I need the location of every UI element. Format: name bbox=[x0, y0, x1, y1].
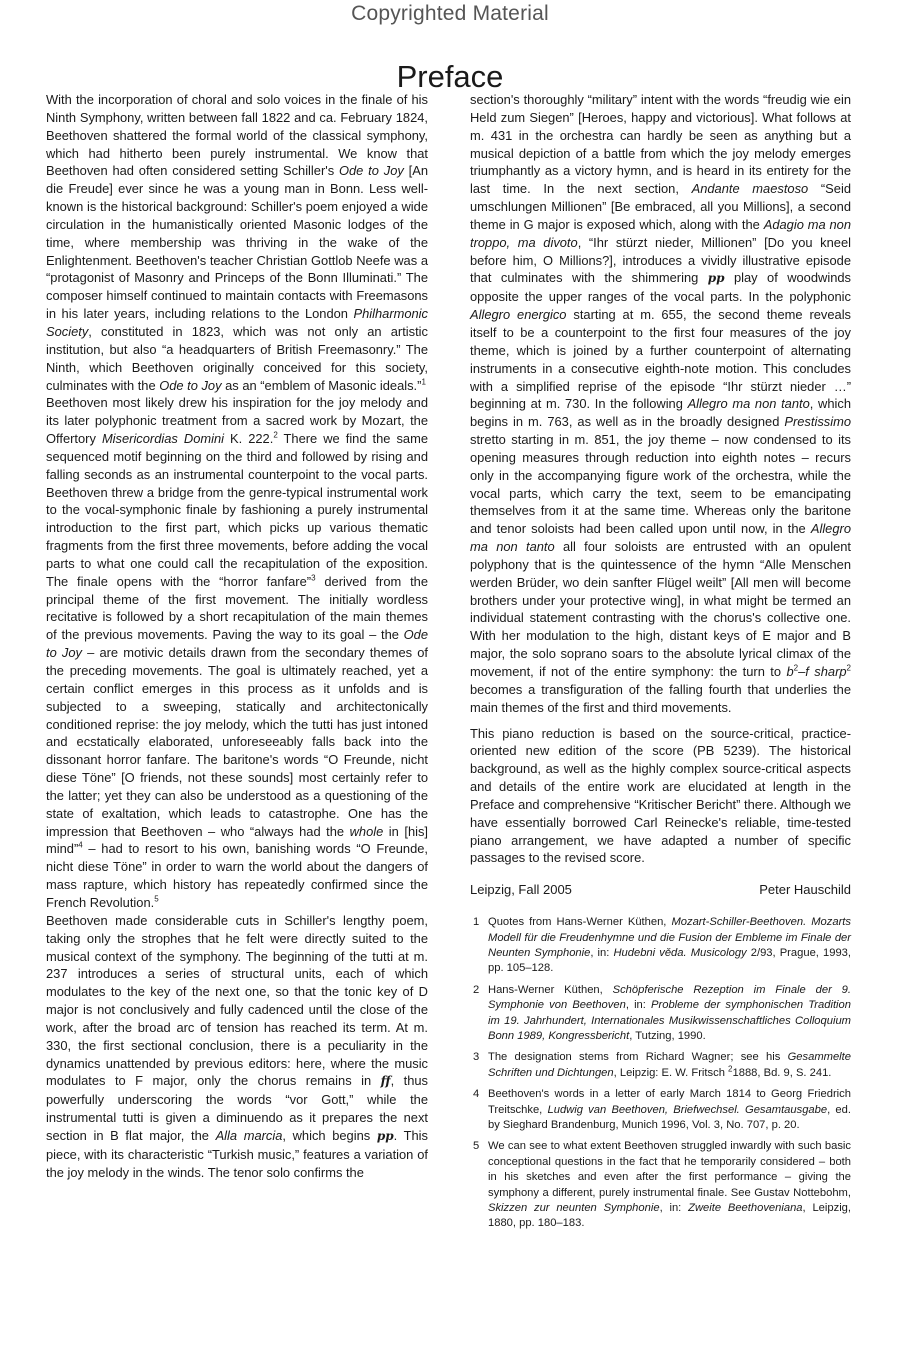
text-run: , thus powerfully underscoring the words “vor Gott,” while the instrumental tutti is given a diminuendo as it prepares the next section in B flat major, the bbox=[46, 1073, 429, 1143]
italic-text: whole bbox=[349, 823, 384, 839]
italic-text: Allegro ma non tanto bbox=[470, 521, 851, 555]
footnote-ref: 2 bbox=[273, 430, 278, 440]
italic-text: f sharp bbox=[805, 664, 847, 679]
author-name: Peter Hauschild bbox=[759, 882, 851, 898]
text-run: This piano reduction is based on the source-critical, practice-oriented new edition of the score (PB 5239). The historical background, as well as the highly complex source-critical aspects and details of the entire work are elucidated at length in the Preface and comprehensive “Kritischer Bericht” there. Although we have essentially borrowed Carl Reinecke's reliable, time-tested piano arrangement, we have adapted a number of specific passages to the revised score. bbox=[470, 725, 851, 866]
footnote-text bbox=[488, 1087, 851, 1133]
footnote-ref: 4 bbox=[78, 841, 83, 851]
text-run: We can see to what extent Beethoven struggled inwardly with such basic conceptional questions in the fact that he temporarily considered – both in his sketches and even after the first performance – giving the symphony a different, purely instrumental finale. See Gustav Nottebohm, bbox=[488, 1140, 851, 1199]
text-run: , which begins in m. 763, as well as in the broadly designed bbox=[470, 396, 851, 430]
footnote bbox=[470, 1139, 851, 1231]
dynamic-mark: ff bbox=[380, 1074, 391, 1089]
italic-text: Ode to Joy bbox=[46, 627, 428, 661]
italic-text: Ludwig van Beethoven, Briefwechsel. Gesamtausgabe bbox=[547, 1103, 828, 1116]
italic-text: Philharmonic Society bbox=[46, 306, 428, 339]
signature-line bbox=[470, 881, 851, 899]
text-run: stretto starting in m. 851, the joy theme – now condensed to its opening measures through reduction into eighth notes – recurs only in the accompanying figure work of the orchestra, while the vocal parts, which carry the text, seem to be emancipating themselves from it at the same time. Whereas only the baritone and tenor soloists had been called upon until now, in the bbox=[470, 432, 851, 537]
footnote-number: 4 bbox=[473, 1088, 480, 1101]
footnotes bbox=[470, 915, 851, 1232]
text-run: becomes a transfiguration of the falling fourth that underlies the main themes of the first and third movements. bbox=[470, 681, 851, 715]
body-paragraph bbox=[46, 91, 428, 394]
text-run: Beethoven's words in a letter of early March 1814 to Georg Friedrich Treitschke, bbox=[488, 1088, 851, 1116]
text-run: , which begins bbox=[282, 1127, 377, 1143]
italic-text: Skizzen zur neunten Symphonie bbox=[488, 1202, 660, 1215]
text-run: K. 222. bbox=[224, 431, 274, 447]
footnote-ref: 3 bbox=[311, 573, 316, 583]
text-run: derived from the principal theme of the first movement. The initially wordless recitative is followed by a short recapitulation of the main themes of the previous movements. Paving the way to its goal – the bbox=[46, 573, 428, 643]
footnote-ref: 1 bbox=[421, 377, 426, 387]
text-run: , “Ihr stürzt nieder, Millionen” [Do you kneel before him, O Millions?], introduces a vividly illustrative episode that culminates with the shimmering bbox=[470, 234, 851, 286]
text-run: There we find the same sequenced motif beginning on the third and followed by rising and falling seconds as an instrumental counterpoint to the vocal parts. Beethoven threw a bridge from the genre-typical instrumental work to the vocal-symphonic finale by fashioning a purely instrumental introduction to the first part, which picks up various thematic fragments from the first three movements, before adding the vocal parts to what one could call the recapitulation of the exposition. The finale opens with the “horror fanfare” bbox=[46, 431, 428, 589]
text-run: all four soloists are entrusted with an opulent polyphony that is the quintessence of the hymn “Alle Menschen werden Brüder, wo dein sanfter Flügel weilt” [All men will become brothers under your protective wing], in what might be termed an individual statement contrasting with the chorus's collective one. With her modulation to the high, distant keys of E major and B major, the solo soprano soars to the absolute lyrical climax of the movement, if not of the entire symphony: the turn to bbox=[470, 539, 851, 679]
footnote-ref: 2 bbox=[728, 1064, 733, 1074]
text-run: , in: bbox=[625, 999, 652, 1012]
left-column bbox=[46, 91, 428, 1181]
body-paragraph bbox=[470, 725, 851, 868]
text-run: , Tutzing, 1990. bbox=[629, 1029, 706, 1042]
body-paragraph bbox=[46, 394, 428, 911]
italic-text: Prestissimo bbox=[784, 414, 851, 430]
text-run: . This piece, with its characteristic “Turkish music,” features a variation of the joy melody in the winds. The tenor solo confirms the bbox=[46, 1127, 428, 1180]
text-run: – are motivic details drawn from the secondary themes of the preceding movements. The goal is ultimately reached, yet a certain conflict emerges in this process as it unfolds and is subjected to a sweeping, statically and architectonically conditioned reprise: the joy melody, which the tutti has just intoned and ecstatically elaborated, unforeseeably falls back into the dissonant horror fanfare. The baritone's words “O Freunde, nicht diese Töne” [O friends, not these sounds] most certainly refer to the latter; yet they can also be understood as a questioning of the state of exaltation, which leads to catastrophe. One has the impression that Beethoven – who “always had the bbox=[46, 645, 428, 839]
footnote-number: 1 bbox=[473, 916, 480, 929]
italic-text: Mozart-Schiller-Beethoven. Mozarts Modell für die Freudenhymne und die Fusion der Embleme im Finale der Neunten Symphonie bbox=[488, 916, 851, 959]
italic-text: Alla marcia bbox=[215, 1127, 283, 1143]
dynamic-mark: pp bbox=[707, 271, 725, 286]
text-run: Beethoven made considerable cuts in Schiller's lengthy poem, taking only the strophes that he felt were directly suited to the musical context of the symphony. The beginning of the tutti at m. 237 introduces a series of structural units, each of which modulates to the key of the next one, so that the tonic key of D major is not conclusively and fully cadenced until the close of the work, after the broad arc of tension has reached its term. At m. 330, the first sectional conclusion, there is a peculiarity in the dynamics unattended by previous editors: here, where the music modulates to F major, only the chorus remains in bbox=[46, 912, 428, 1089]
footnote bbox=[470, 915, 851, 977]
footnote-text bbox=[488, 1139, 851, 1231]
text-run: 2/93, Prague, 1993, pp. 105–128. bbox=[488, 946, 851, 975]
text-run: , ed. by Sieghard Brandenburg, Munich 1996, Vol. 3, No. 707, p. 20. bbox=[488, 1103, 851, 1131]
italic-text: Ode to Joy bbox=[338, 163, 404, 179]
footnote-ref: 2 bbox=[793, 663, 799, 673]
right-column bbox=[470, 91, 851, 1238]
italic-text: Ode to Joy bbox=[159, 377, 222, 393]
footnote bbox=[470, 1050, 851, 1081]
italic-text: Hudebni věda. Musicology bbox=[613, 946, 747, 959]
text-run: play of woodwinds opposite the upper ranges of the vocal parts. In the polyphonic bbox=[470, 270, 851, 305]
text-run: , constituted in 1823, which was not only an artistic institution, but also “a headquarters of British Freemasonry.” The Ninth, which Beethoven originally conceived for this society, culminates with the bbox=[46, 323, 428, 393]
footnote-ref: 2 bbox=[846, 663, 851, 673]
text-run: The designation stems from Richard Wagner; see his bbox=[488, 1051, 788, 1064]
text-run: – had to resort to his own, banishing words “O Freunde, nicht diese Töne” in order to warn the world about the dangers of mass rapture, which history has repeatedly confirmed since the French Revolution. bbox=[46, 841, 428, 910]
text-run: in [his] mind” bbox=[46, 823, 428, 857]
footnote-number: 3 bbox=[473, 1051, 480, 1064]
italic-text: Misericordias Domini bbox=[101, 431, 224, 447]
text-run: 1888, Bd. 9, S. 241. bbox=[732, 1066, 832, 1079]
italic-text: Gesammelte Schriften und Dichtungen bbox=[488, 1051, 851, 1079]
text-run: starting at m. 655, the second theme reveals itself to be a counterpoint to the first four measures of the joy theme, which is joined by a further counterpoint of alternating instruments in a consecutive eighth-note motion. This concludes with a simplified reprise of the episode “Ihr stürzt nieder …” beginning at m. 730. In the following bbox=[470, 307, 852, 412]
text-run: , Leipzig: E. W. Fritsch bbox=[613, 1066, 729, 1079]
text-run: Beethoven most likely drew his inspiration for the joy melody and its later polyphonic treatment from a sacred work by Mozart, the Offertory bbox=[46, 395, 428, 447]
italic-text: Schöpferische Rezeption im Finale der 9. Symphonie von Beethoven bbox=[488, 983, 851, 1012]
text-run: Hans-Werner Küthen, bbox=[488, 983, 613, 996]
footnote-ref: 5 bbox=[154, 894, 159, 904]
footnote-text bbox=[488, 915, 851, 977]
footnote-text bbox=[488, 1050, 851, 1081]
footnote bbox=[470, 983, 851, 1045]
italic-text: – bbox=[798, 664, 806, 679]
footnote bbox=[470, 1087, 851, 1133]
copyright-watermark: Copyrighted Material bbox=[351, 2, 549, 25]
italic-text: b bbox=[786, 664, 794, 679]
dynamic-mark: pp bbox=[376, 1128, 394, 1143]
italic-text: Allegro ma non tanto bbox=[687, 396, 810, 412]
text-run: Quotes from Hans-Werner Küthen, bbox=[488, 916, 672, 929]
text-run: With the incorporation of choral and solo voices in the finale of his Ninth Symphony, written between fall 1822 and ca. February 1824, Beethoven shattered the formal world of the classical symphony, which had hitherto been purely instrumental. We know that Beethoven had often considered setting Schiller's bbox=[46, 92, 428, 179]
place-date: Leipzig, Fall 2005 bbox=[470, 882, 572, 898]
page-title: Preface bbox=[396, 58, 504, 94]
italic-text: Adagio ma non troppo, ma divoto bbox=[470, 216, 851, 250]
footnote-text bbox=[488, 983, 851, 1045]
text-run: “Seid umschlungen Millionen” [Be embraced, all you Millions], a second theme in G major is exposed which, along with the bbox=[470, 181, 851, 232]
italic-text: Probleme der symphonischen Tradition im 19. Jahrhundert, Internationales Musikwissenschaftliches Colloquium Bonn 1989, Kongressbericht bbox=[488, 999, 851, 1042]
footnote-number: 5 bbox=[473, 1140, 480, 1153]
text-run: section's thoroughly “military” intent with the words “freudig wie ein Held zum Siegen” [Heroes, happy and victorious]. What follows at m. 431 in the orchestra can hardly be seen as anything but a musical depiction of a battle from which the joy melody emerges triumphantly as a victory hymn, and is heard in its entirety for the last time. In the next section, bbox=[470, 92, 851, 197]
body-paragraph bbox=[470, 91, 851, 717]
text-run: as an “emblem of Masonic ideals.” bbox=[221, 377, 422, 393]
italic-text: Zweite Beethoveniana bbox=[688, 1202, 803, 1215]
body-paragraph bbox=[46, 912, 428, 1182]
text-run: , in: bbox=[659, 1202, 689, 1215]
text-run: , Leipzig, 1880, pp. 180–183. bbox=[488, 1202, 852, 1230]
text-run: , in: bbox=[590, 946, 614, 959]
italic-text: Allegro energico bbox=[470, 307, 567, 323]
footnote-number: 2 bbox=[473, 983, 480, 996]
italic-text: Andante maestoso bbox=[691, 181, 809, 197]
text-run: [An die Freude] ever since he was a young man in Bonn. Less well-known is the historical background: Schiller's poem enjoyed a wide circulation in the humanistically oriented Masonic lodges of the time, where membership was thriving in the wake of the Enlightenment. Beethoven's teacher Christian Gottlob Neefe was a “protagonist of Masonry and Princeps of the Bonn Illuminati.” The composer himself continued to maintain contacts with Freemasons in his later years, including relations to the London bbox=[46, 163, 428, 322]
